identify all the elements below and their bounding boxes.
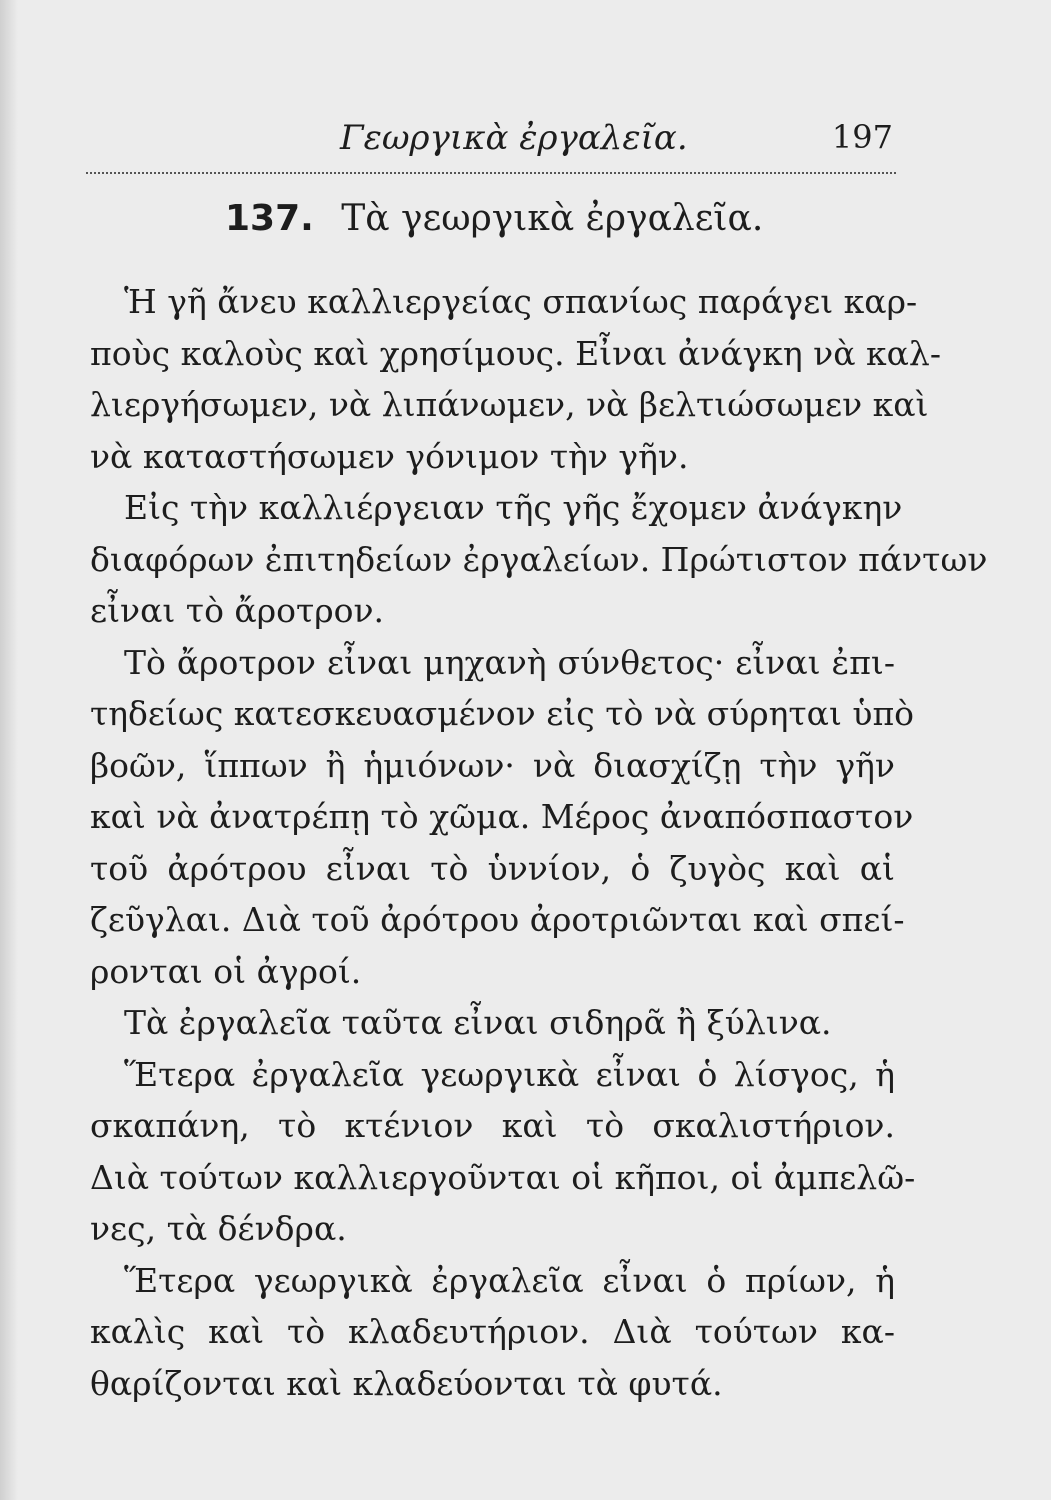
text-line: βοῶν, ἵππων ἢ ἡμιόνων· νὰ διασχίζῃ τὴν γῆν xyxy=(90,745,895,785)
text-line: νὰ καταστήσωμεν γόνιμον τὴν γῆν. xyxy=(90,436,689,476)
text-line: ρονται οἱ ἀγροί. xyxy=(90,951,362,991)
text-line: σκαπάνη, τὸ κτένιον καὶ τὸ σκαλιστήριον. xyxy=(90,1106,895,1145)
section-title: Τὰ γεωργικὰ ἐργαλεῖα. xyxy=(341,198,764,239)
text-line: καὶ νὰ ἀνατρέπῃ τὸ χῶμα. Μέρος ἀναπόσπαστον xyxy=(90,797,914,836)
text-line: ποὺς καλοὺς καὶ χρησίμους. Εἶναι ἀνάγκη νὰ καλ- xyxy=(90,333,941,373)
text-line: Τὰ ἐργαλεῖα ταῦτα εἶναι σιδηρᾶ ἢ ξύλινα. xyxy=(124,1003,832,1042)
page-header xyxy=(90,112,895,172)
text-line: Εἰς τὴν καλλιέργειαν τῆς γῆς ἔχομεν ἀνάγκην xyxy=(124,488,903,527)
header-rule xyxy=(86,172,896,174)
body-text xyxy=(90,276,988,1409)
text-line: θαρίζονται καὶ κλαδεύονται τὰ φυτά. xyxy=(90,1363,723,1403)
text-line: διαφόρων ἐπιτηδείων ἐργαλείων. Πρώτιστον πάντων xyxy=(90,539,988,579)
text-line: καλὶς καὶ τὸ κλαδευτήριον. Διὰ τούτων κα- xyxy=(90,1312,895,1351)
section-number: 137. xyxy=(225,198,314,239)
text-line: νες, τὰ δένδρα. xyxy=(90,1209,347,1248)
section-heading xyxy=(225,198,763,239)
text-line: τοῦ ἀρότρου εἶναι τὸ ὑννίον, ὁ ζυγὸς καὶ αἱ xyxy=(90,848,895,888)
text-line: Ἡ γῆ ἄνευ καλλιεργείας σπανίως παράγει καρ- xyxy=(124,282,918,321)
text-line: λιεργήσωμεν, νὰ λιπάνωμεν, νὰ βελτιώσωμεν καὶ xyxy=(90,385,929,424)
text-line: εἶναι τὸ ἄροτρον. xyxy=(90,591,385,630)
page-binding-edge xyxy=(0,0,18,1500)
text-line: ζεῦγλαι. Διὰ τοῦ ἀρότρου ἀροτριῶνται καὶ σπεί- xyxy=(90,900,905,939)
text-line: Ἕτερα ἐργαλεῖα γεωργικὰ εἶναι ὁ λίσγος, ἡ xyxy=(124,1054,895,1094)
text-line: τηδείως κατεσκευασμένον εἰς τὸ νὰ σύρηται ὑπὸ xyxy=(90,694,915,733)
text-line: Ἕτερα γεωργικὰ ἐργαλεῖα εἶναι ὁ πρίων, ἡ xyxy=(124,1260,895,1300)
page-number: 197 xyxy=(831,118,893,156)
text-line: Διὰ τούτων καλλιεργοῦνται οἱ κῆποι, οἱ ἀμπελῶ- xyxy=(90,1157,916,1197)
running-title: Γεωργικὰ ἐργαλεῖα. xyxy=(340,118,688,158)
text-line: Τὸ ἄροτρον εἶναι μηχανὴ σύνθετος· εἶναι ἐπι- xyxy=(124,642,895,682)
